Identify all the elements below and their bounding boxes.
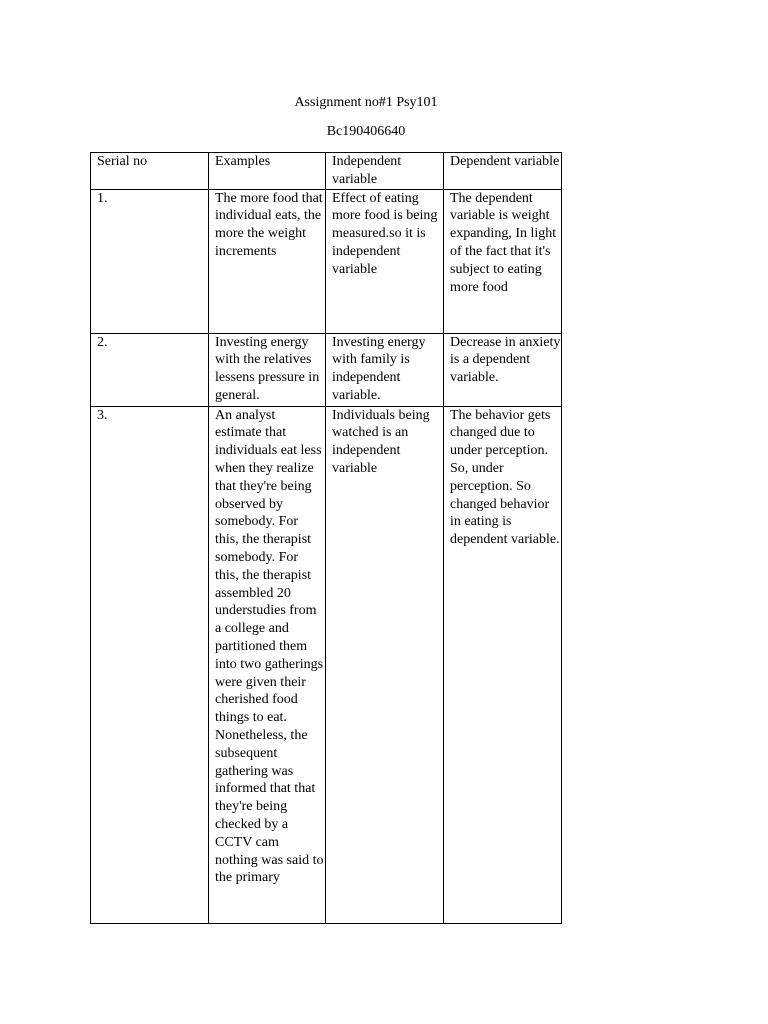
variables-table: [90, 152, 562, 924]
example-cell: Investing energy with the relatives lessens pressure in general.: [209, 333, 326, 406]
header-cell-serial: Serial no: [91, 153, 209, 190]
serial-cell: 3.: [91, 406, 209, 923]
example-cell: The more food that individual eats, the more the weight increments: [209, 189, 326, 333]
table-row: [91, 333, 562, 406]
dependent-cell: The dependent variable is weight expanding, In light of the fact that it's subject to eating more food: [444, 189, 562, 333]
independent-cell: Investing energy with family is independent variable.: [326, 333, 444, 406]
serial-cell: 2.: [91, 333, 209, 406]
independent-cell: Individuals being watched is an independent variable: [326, 406, 444, 923]
dependent-cell: The behavior gets changed due to under perception. So, under perception. So changed behavior in eating is dependent variable.: [444, 406, 562, 923]
document-title: Assignment no#1 Psy101: [294, 95, 438, 110]
student-id: Bc190406640: [326, 124, 406, 139]
header-cell-independent: Independent variable: [326, 153, 444, 190]
header-cell-dependent: Dependent variable: [444, 153, 562, 190]
header-cell-examples: Examples: [209, 153, 326, 190]
example-cell: An analyst estimate that individuals eat less when they realize that they're being observed by somebody. For this, the therapist somebody. For this, the therapist assembled 20 understudies from a college and partitioned them into two gatherings were given their cherished food things to eat. Nonetheless, the subsequent gathering was informed that that they're being checked by a CCTV cam nothing was said to the primary: [209, 406, 326, 923]
table-row: [91, 406, 562, 923]
table-header-row: [91, 153, 562, 190]
table-row: [91, 189, 562, 333]
serial-cell: 1.: [91, 189, 209, 333]
dependent-cell: Decrease in anxiety is a dependent variable.: [444, 333, 562, 406]
independent-cell: Effect of eating more food is being measured.so it is independent variable: [326, 189, 444, 333]
